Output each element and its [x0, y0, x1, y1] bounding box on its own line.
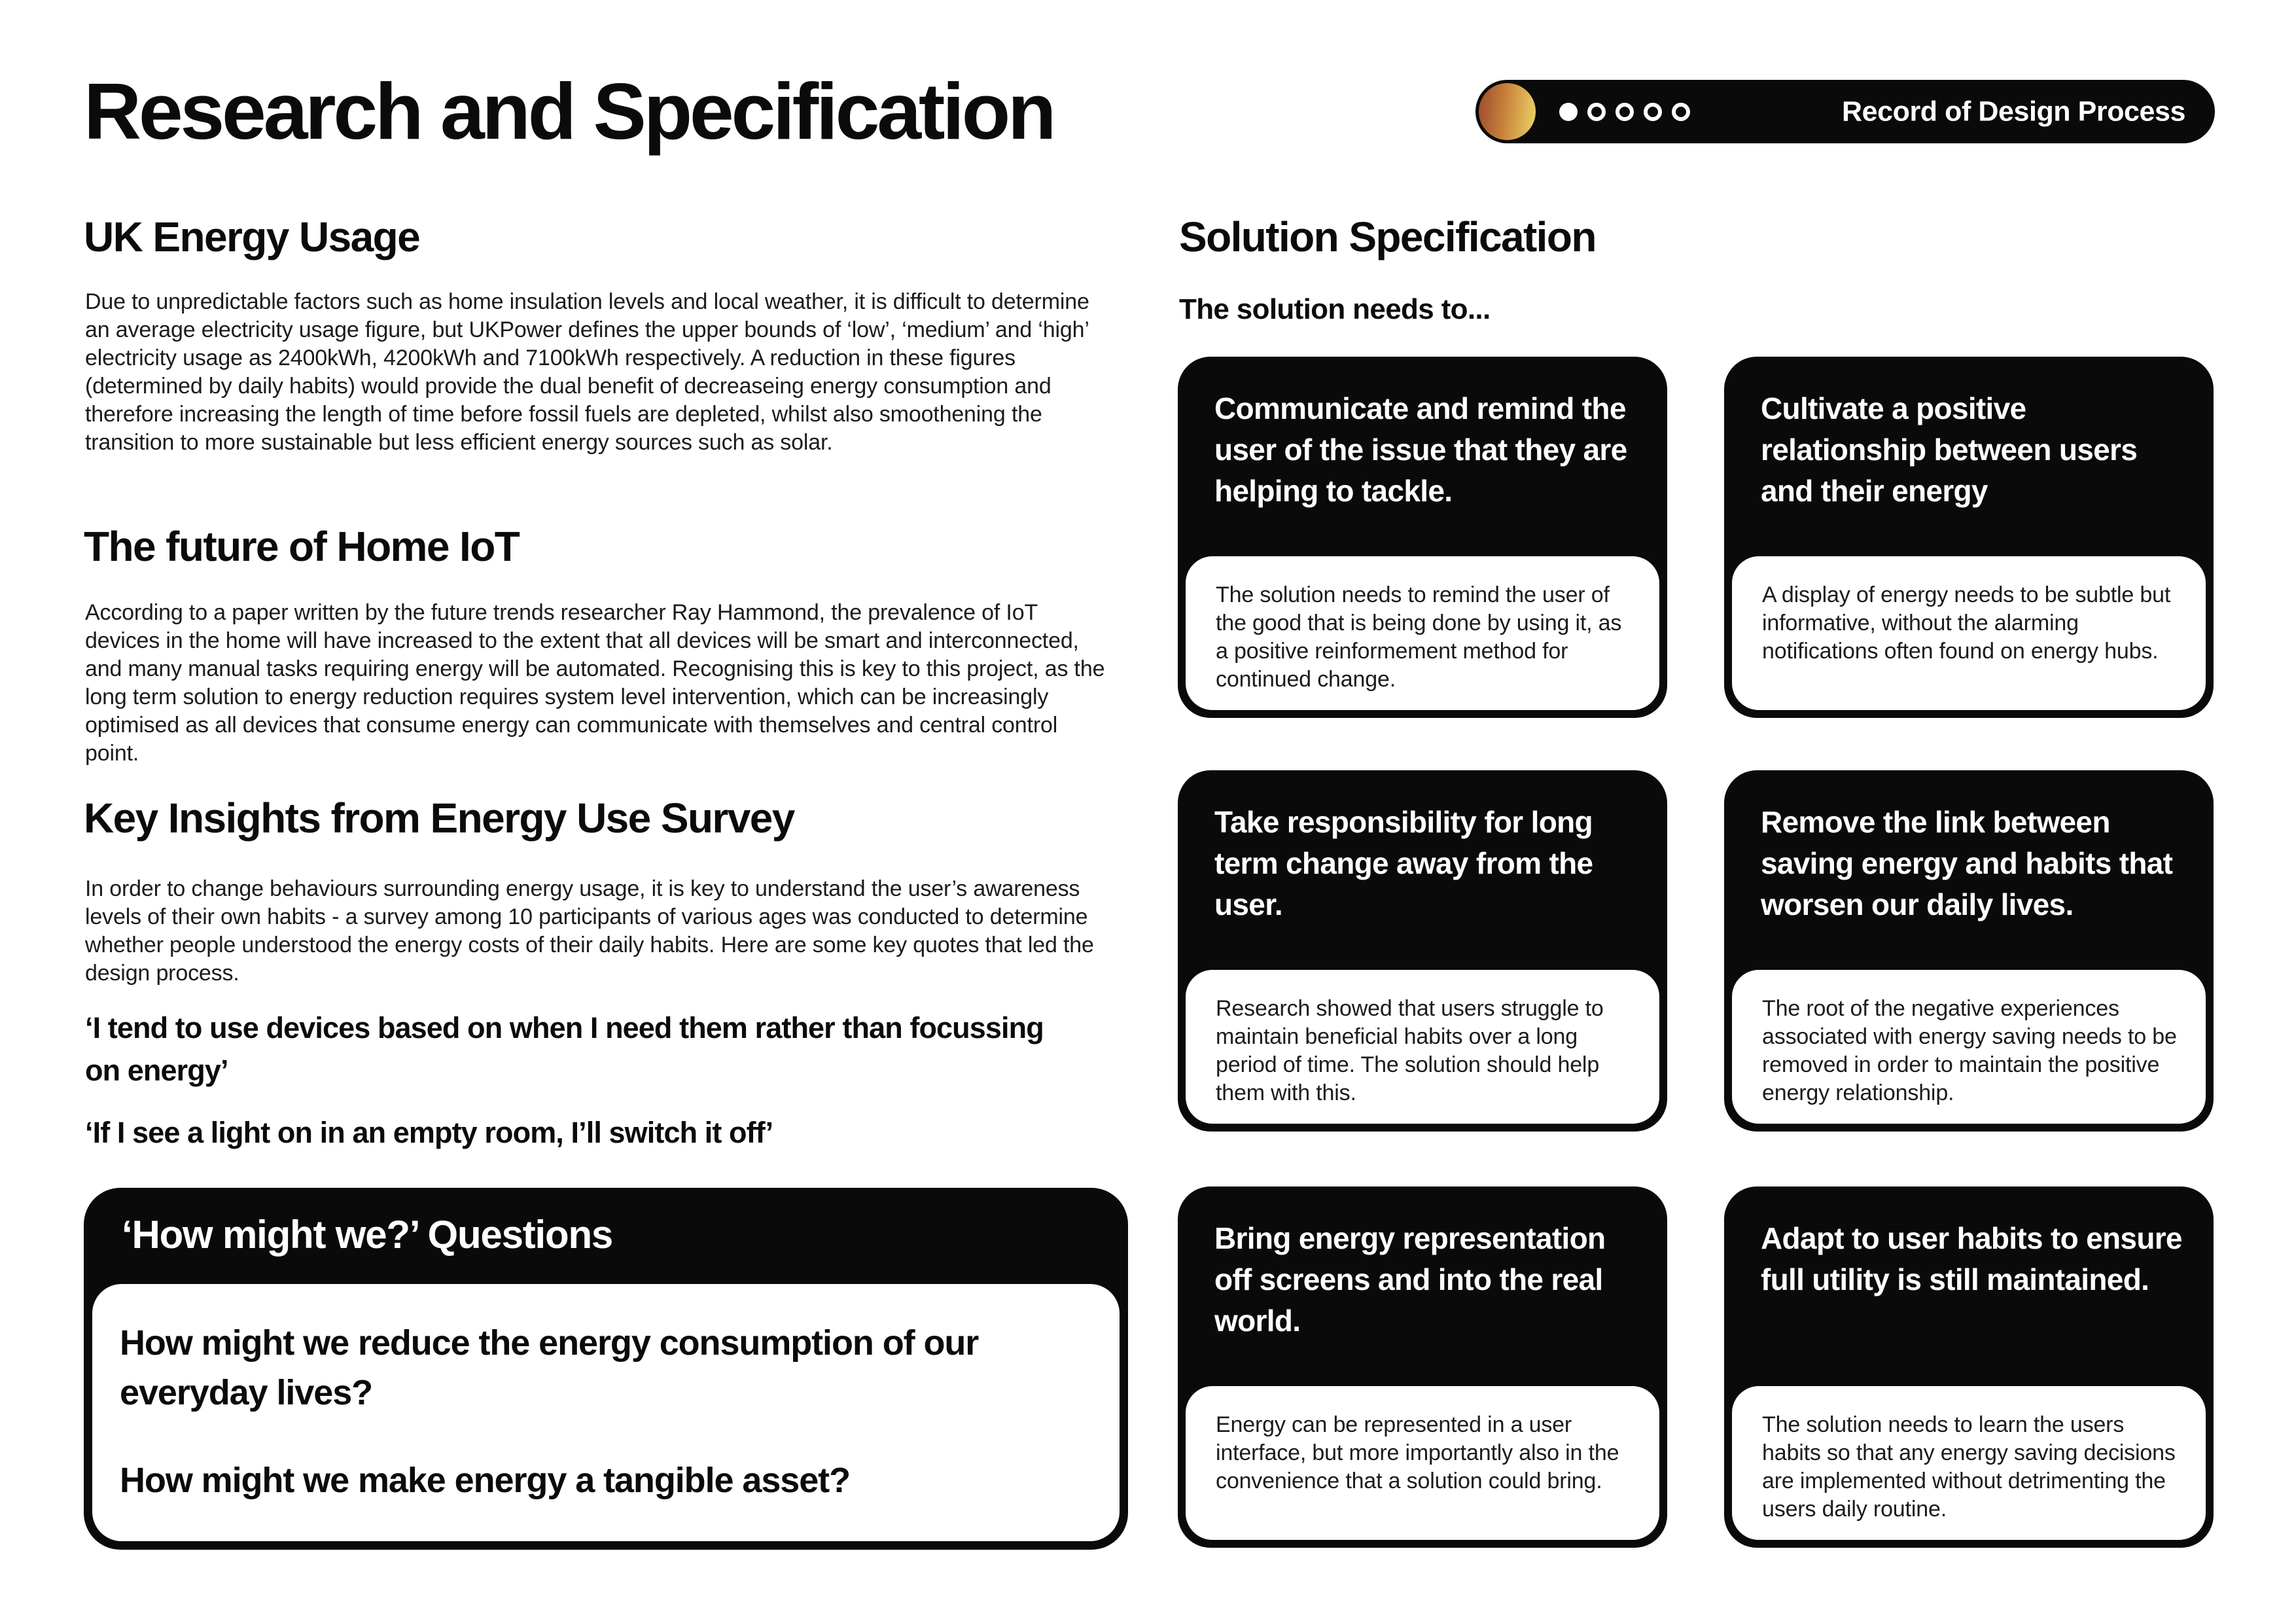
section-heading-future-of-home-iot: The future of Home IoT	[84, 523, 520, 570]
spec-card-remove-link	[1724, 770, 2214, 1132]
progress-dot	[1616, 103, 1634, 121]
page-title: Research and Specification	[84, 67, 1054, 156]
spec-card-title: Adapt to user habits to ensure full utility is still maintained.	[1761, 1221, 2182, 1296]
progress-dots	[1559, 103, 1690, 121]
spec-card-off-screens	[1178, 1186, 1667, 1548]
spec-card-body: A display of energy needs to be subtle but informative, without the alarming notifications often found on energy hubs.	[1762, 582, 2171, 664]
spec-card-adapt	[1724, 1186, 2214, 1548]
spec-card-panel	[1182, 967, 1663, 1127]
progress-dot-filled	[1559, 103, 1578, 121]
how-might-we-box	[84, 1188, 1128, 1550]
section-body-key-insights: In order to change behaviours surrounding energy usage, it is key to understand the user’s awareness levels of their own habits - a survey among 10 participants of various ages was conducted to determine whether people understood the energy costs of their daily habits. Here are some key quotes that led the design process.	[85, 876, 1094, 986]
spec-card-panel	[1729, 967, 2209, 1127]
gradient-orb-icon	[1479, 83, 1536, 140]
how-might-we-header: ‘How might we?’ Questions	[122, 1212, 613, 1257]
spec-card-title: Take responsibility for long term change away from the user.	[1214, 805, 1593, 921]
section-heading-solution-specification: Solution Specification	[1179, 213, 1596, 260]
solution-subheading: The solution needs to...	[1179, 293, 1491, 325]
progress-dot	[1644, 103, 1662, 121]
hmw-question-1: How might we reduce the energy consumption of our everyday lives?	[120, 1323, 979, 1412]
spec-card-body: The solution needs to learn the users habits so that any energy saving decisions are implemented without detrimenting the users daily routine.	[1762, 1412, 2176, 1522]
spec-card-panel	[1729, 553, 2209, 713]
progress-dot	[1672, 103, 1690, 121]
spec-card-responsibility	[1178, 770, 1667, 1132]
spec-card-panel	[1182, 1383, 1663, 1543]
spec-card-panel	[1182, 553, 1663, 713]
spec-card-title: Bring energy representation off screens and into the real world.	[1214, 1221, 1606, 1338]
section-heading-key-insights: Key Insights from Energy Use Survey	[84, 794, 794, 842]
section-body-uk-energy-usage: Due to unpredictable factors such as home insulation levels and local weather, it is difficult to determine an average electricity usage figure, but UKPower defines the upper bounds of ‘low’, ‘medium’ and ‘high’ electricity usage as 2400kWh, 4200kWh and 7100kWh respectively. A reduction in these figures (determined by daily habits) would provide the dual benefit of decreaseing energy consumption and therefore increasing the length of time before fossil fuels are depleted, whilst also smoothening the transition to more sustainable but less efficient energy sources such as solar.	[85, 289, 1089, 455]
spec-card-body: The root of the negative experiences associated with energy saving needs to be removed in order to maintain the positive energy relationship.	[1762, 996, 2177, 1105]
spec-card-title: Remove the link between saving energy and habits that worsen our daily lives.	[1761, 805, 2173, 921]
survey-quote-2: ‘If I see a light on in an empty room, I’ll switch it off’	[85, 1116, 773, 1149]
spec-card-body: The solution needs to remind the user of the good that is being done by using it, as a positive reinformement method for continued change.	[1216, 582, 1622, 692]
spec-card-body: Energy can be represented in a user interface, but more importantly also in the convenience that a solution could bring.	[1216, 1412, 1619, 1493]
spec-card-communicate	[1178, 357, 1667, 718]
badge-label: Record of Design Process	[1842, 96, 2185, 127]
record-of-design-process-badge	[1475, 80, 2215, 143]
spec-card-title: Cultivate a positive relationship between users and their energy	[1761, 391, 2138, 508]
hmw-question-2: How might we make energy a tangible asset?	[120, 1461, 850, 1500]
section-body-future-of-home-iot: According to a paper written by the future trends researcher Ray Hammond, the prevalence of IoT devices in the home will have increased to the extent that all devices will be smart and interconnected, and many manual tasks requiring energy will be automated. Recognising this is key to this project, as the long term solution to energy reduction requires system level intervention, which can be increasingly optimised as all devices that consume energy can communicate with themselves and central control point.	[85, 600, 1105, 766]
section-heading-uk-energy-usage: UK Energy Usage	[84, 213, 420, 260]
spec-card-body: Research showed that users struggle to maintain beneficial habits over a long period of time. The solution should help them with this.	[1216, 996, 1604, 1105]
spec-card-title: Communicate and remind the user of the issue that they are helping to tackle.	[1214, 391, 1627, 508]
spec-card-cultivate	[1724, 357, 2214, 718]
progress-dot	[1587, 103, 1606, 121]
survey-quote-1: ‘I tend to use devices based on when I need them rather than focussing on energy’	[85, 1011, 1044, 1087]
spec-card-panel	[1729, 1383, 2209, 1543]
how-might-we-panel	[89, 1281, 1123, 1544]
